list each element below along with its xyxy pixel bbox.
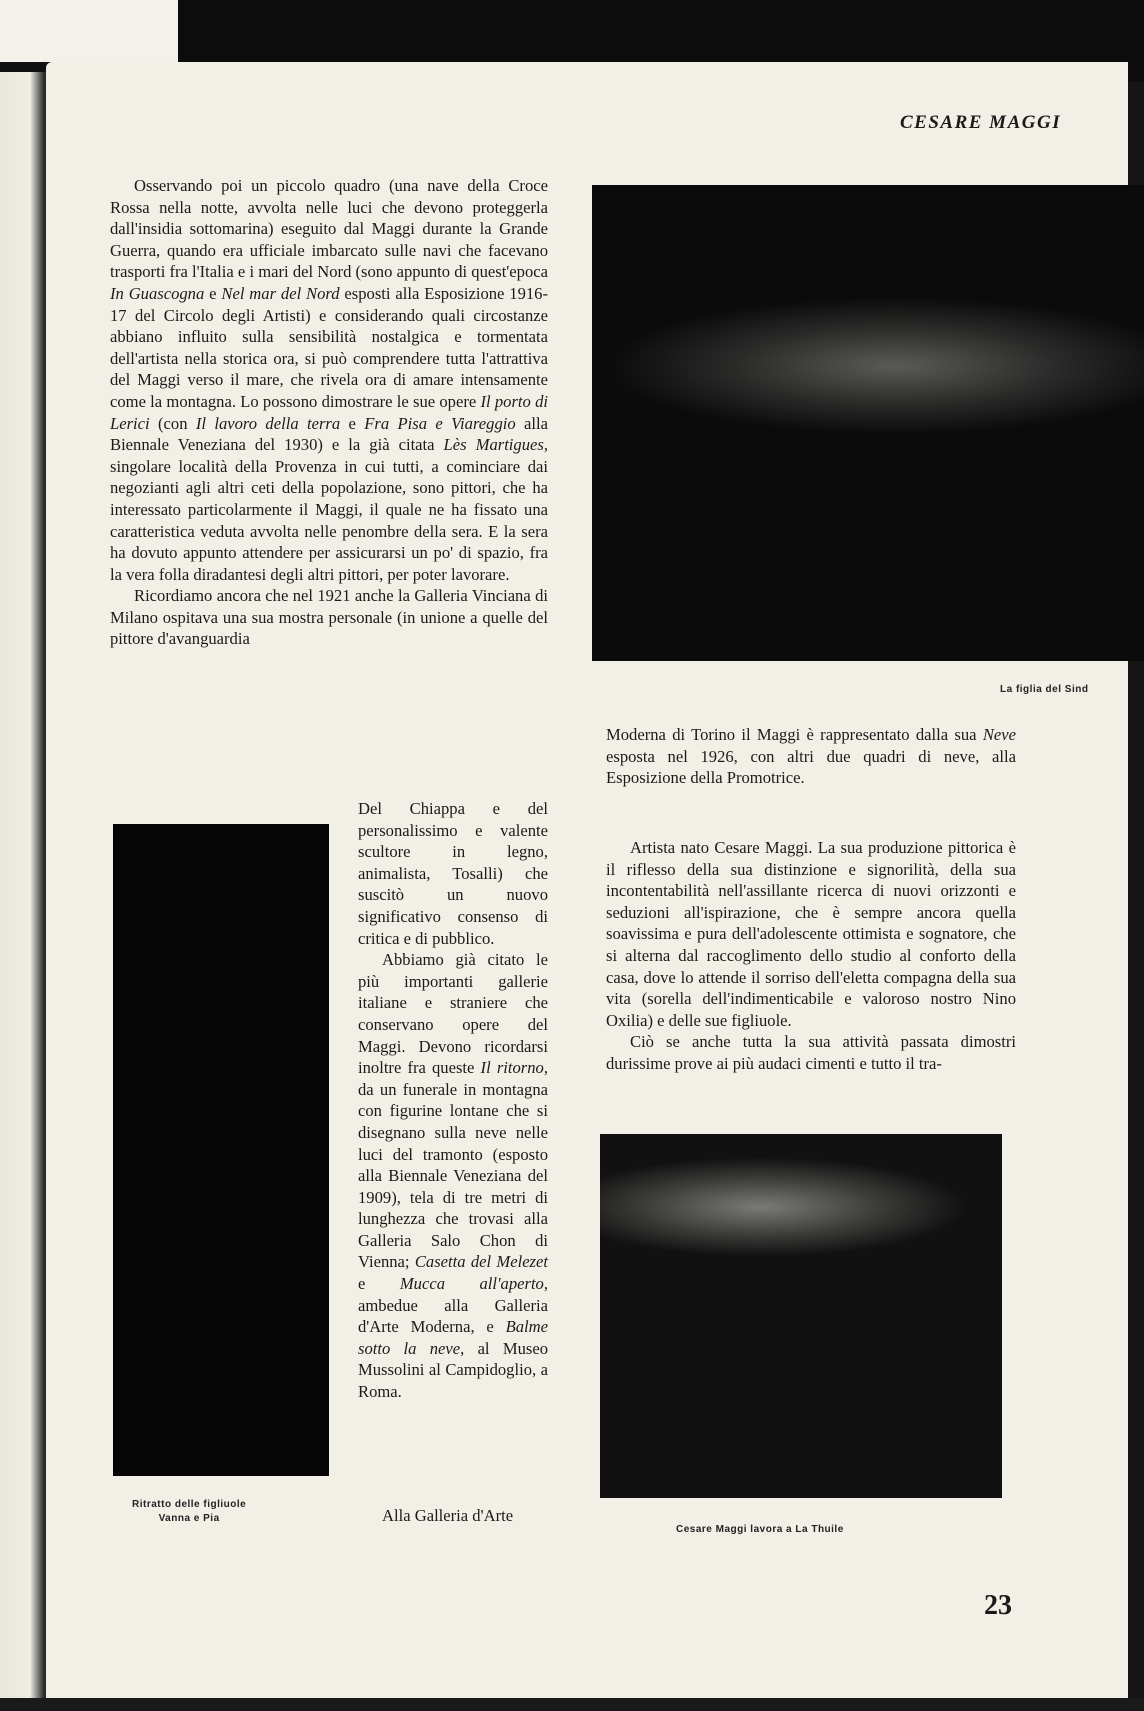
paragraph: Ricordiamo ancora che nel 1921 anche la Galleria Vinciana di Milano ospitava una sua mostra personale (in unione a quelle del pittore d'avanguardia (110, 586, 548, 649)
column-left-narrow-end (358, 1505, 548, 1527)
paragraph: Alla Galleria d'Arte (382, 1506, 514, 1525)
painting-photo-mountain (592, 185, 1144, 661)
running-head: CESARE MAGGI (900, 112, 1062, 133)
paragraph: Del Chiappa e del personalissimo e valente scultore in legno, animalista, Tosalli) che suscitò un nuovo significativo consenso di critica e di pubblico. (358, 799, 548, 948)
paragraph: Artista nato Cesare Maggi. La sua produzione pittorica è il riflesso della sua distinzione e signorilità, della sua incontentabilità nell'assillante ricerca di nuovi orizzonti e seduzioni all'ispirazione, che è sempre ancora quella soavissima e pura dell'adolescente ottimista e sognatore, che si alterna dal raccoglimento dello studio al conforto della casa, dove lo attende il sorriso dell'eletta compagna della sua vita (sorella dell'indimenticabile e valoroso nostro Nino Oxilia) e delle sue figliuole. (606, 838, 1016, 1030)
caption-top-right: La figlia del Sind (1000, 684, 1089, 695)
paragraph: Osservando poi un piccolo quadro (una nave della Croce Rossa nella notte, avvolta nelle luci che devono proteggerla dall'insidia sottomarina) eseguito dal Maggi durante la Grande Guerra, quando era ufficiale imbarcato sulle navi che facevano trasporti fra l'Italia e i mari del Nord (sono appunto di quest'epoca In Guascogna e Nel mar del Nord esposti alla Esposizione 1916-17 del Circolo degli Artisti) e considerando quali circostanze abbiano influito sulla sensibilità nostalgica e tormentata dell'artista nella storica ora, si può comprendere tutta l'attrattiva del Maggi verso il mare, che rivela ora di amare intensamente come la montagna. Lo possono dimostrare le sue opere Il porto di Lerici (con Il lavoro della terra e Fra Pisa e Viareggio alla Biennale Veneziana del 1930) e la già citata Lès Martigues, singolare località della Provenza in cui tutti, a cominciare dai negozianti agli altri ceti della popolazione, sono pittori, che ha interessato particolarmente il Maggi, il quale ne ha fissato una caratteristica veduta avvolta nelle penombre della sera. E la sera ha dovuto appunto attendere per assicurarsi un po' di spazio, fra la vera folla diradantesi degli altri pittori, per poter lavorare. (110, 176, 548, 584)
portrait-photo (113, 824, 329, 1476)
scan-margin (0, 0, 178, 62)
paragraph: Ciò se anche tutta la sua attività passata dimostri durissime prove ai più audaci cimenti e tutto il tra- (606, 1032, 1016, 1073)
column-right-text-top (606, 724, 1016, 789)
artist-at-work-photo (600, 1134, 1002, 1498)
paragraph: Moderna di Torino il Maggi è rappresentato dalla sua Neve esposta nel 1926, con altri due quadri di neve, alla Esposizione della Promotrice. (606, 725, 1016, 788)
caption-left (132, 1498, 246, 1526)
column-left-narrow-text (358, 798, 548, 1403)
caption-line: Ritratto delle figliuole (132, 1499, 247, 1510)
caption-bottom-right: Cesare Maggi lavora a La Thuile (676, 1524, 844, 1535)
caption-line: Vanna e Pia (158, 1513, 220, 1524)
page-number: 23 (984, 1590, 1012, 1621)
column-left-text (110, 175, 548, 650)
scan-border-bottom (0, 1698, 1144, 1711)
paragraph: Abbiamo già citato le più importanti gallerie italiane e straniere che conservano opere del Maggi. Devono ricordarsi inoltre fra queste Il ritorno, da un funerale in montagna con figurine lontane che si disegnano sulla neve nelle luci del tramonto (esposto alla Biennale Veneziana del 1909), tela di tre metri di lunghezza che trovasi alla Galleria Salo Chon di Vienna; Casetta del Melezet e Mucca all'aperto, ambedue alla Galleria d'Arte Moderna, e Balme sotto la neve, al Museo Mussolini al Campidoglio, a Roma. (358, 950, 549, 1402)
column-right-text (606, 837, 1016, 1075)
